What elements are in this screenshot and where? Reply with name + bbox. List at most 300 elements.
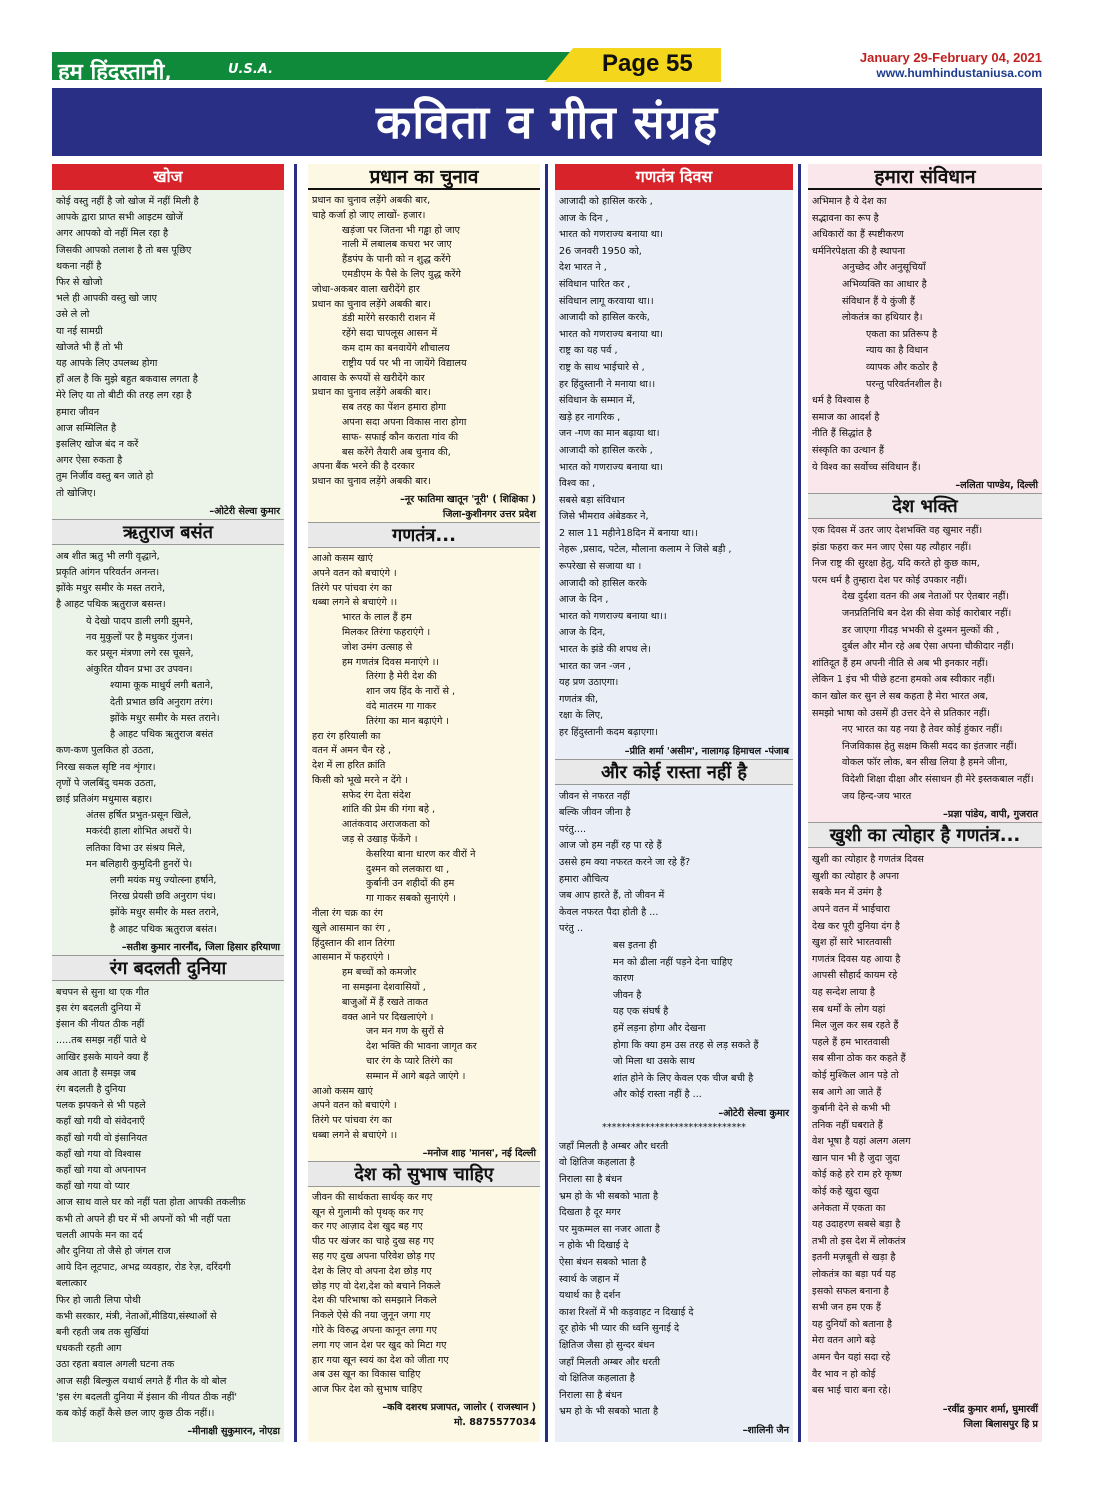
- poem-line: लगी मयंक मधु ज्योत्स्ना हर्षाने,: [110, 874, 217, 886]
- poem-line: भारत को गणराज्य बनाया था।।: [559, 610, 667, 622]
- poem-title-chunav: प्रधान का चुनाव: [308, 164, 540, 190]
- poem-line: हर हिंदुस्तानी ने मनाया था।।: [559, 378, 656, 390]
- poem-line: हैंडपंप के पानी को न शुद्ध करेंगे: [342, 254, 451, 266]
- separator-stars: ******************************: [602, 1121, 746, 1133]
- poem-line: अनेकता में एकता का: [812, 1202, 886, 1214]
- poem-line: रहेंगे सदा चापलूस आसन में: [342, 328, 438, 340]
- poem-title-duniya: रंग बदलती दुनिया: [52, 955, 284, 981]
- poem-line: न होके भी दिखाई दे: [559, 1240, 629, 1252]
- poem-line: आओ कसम खाएं: [312, 1085, 373, 1097]
- poem-line: पहले हैं हम भारतवासी: [812, 1036, 890, 1048]
- poem-line: धधकती रहती आग: [56, 1343, 122, 1355]
- poem-line: कान खोल कर सुन ले सब कहता है मेरा भारत अब,: [812, 691, 989, 703]
- poem-line: सफेद रंग देता संदेश: [342, 789, 411, 801]
- poem-line: देख कर पूरी दुनिया दंग है: [812, 920, 900, 932]
- poem-line: यह एक संघर्ष है: [613, 1006, 669, 1018]
- poem-line: दुश्मन को ललकारा था ,: [366, 863, 450, 875]
- column-divider: [294, 164, 297, 1442]
- poem-line: हम बच्चों को कमजोर: [342, 967, 417, 979]
- poem-line: क्षितिज जैसा हो सुन्दर बंधन: [559, 1340, 655, 1351]
- poem-line: हमारा औचित्य: [559, 873, 609, 885]
- poem-line: मन को ढीला नहीं पड़ने देना चाहिए: [613, 956, 733, 968]
- poem-line: जिसकी आपको तलाश है तो बस पूछिए: [56, 244, 192, 256]
- section-title: कविता व गीत संग्रह: [375, 95, 719, 149]
- poem-line: जीवन की सार्थकता सार्थक् कर गए: [312, 1191, 433, 1203]
- poem-line: एमडीएम के पैसे के लिए युद्ध करेंगे: [342, 268, 461, 280]
- poem-line: इसको सफल बनाना है: [812, 1285, 889, 1297]
- poem-line: जड़ से उखाड़ फेंकेंगे ।: [342, 834, 418, 846]
- poem-line: कोई कहे खुदा खुदा: [812, 1186, 880, 1198]
- poem-line: कारण: [613, 973, 634, 985]
- poem-line: देश की परिभाषा को समझाने निकले: [312, 1295, 437, 1307]
- poem-title-khushi: खुशी का त्योहार है गणतंत्र...: [808, 822, 1042, 848]
- poem-line: प्रकृति आंगन परिवर्तन अनन्त।: [56, 567, 160, 579]
- poem-line: हर हिंदुस्तानी कदम बढ़ाएगा।: [559, 727, 658, 738]
- poem-deshbhakti: [808, 519, 1042, 807]
- poem-line: मिल जुल कर सब रहते हैं: [812, 1020, 899, 1032]
- poem-line: आये दिन लूटपाट, अभद्र व्यवहार, रोड रेज़, दरिंदगी: [56, 1262, 231, 1274]
- poem-line: पीठ पर खंजर का चाहे दुख सह गए: [312, 1236, 434, 1248]
- poem-kshitij: [555, 1135, 793, 1423]
- section-banner: [52, 88, 1042, 156]
- poem-line: केसरिया बाना धारण कर वीरों ने: [366, 848, 476, 860]
- poem-line: जहाँ मिलती अम्बर और धरती: [559, 1356, 660, 1368]
- column-1: [52, 164, 284, 1442]
- poem-gantantra: [308, 548, 540, 1146]
- poem-line: प्रधान का चुनाव लड़ेंगे अबकी बार।: [312, 387, 431, 399]
- poem-line: कभी तो अपने ही घर में भी अपनों को भी नहीं पता: [56, 1213, 231, 1225]
- poem-line: होगा कि क्या हम उस तरह से लड़ सकते हैं: [613, 1039, 759, 1051]
- poem-line: समझो भाषा को उसमें ही उत्तर देने से प्रतिकार नहीं।: [812, 707, 991, 719]
- poem-line: वतन में अमन चैन रहे ,: [312, 745, 391, 757]
- column-divider: [798, 164, 801, 1442]
- poem-line: यथार्थ का है दर्शन: [559, 1290, 621, 1302]
- poem-line: कोई मुश्किल आन पड़े तो: [812, 1069, 899, 1081]
- poem-line: डर जाएगा गीदड़ भभकी से दुश्मन मुल्कों की ,: [842, 624, 1000, 636]
- poem-line: और दुनिया तो जैसे हो जंगल राज: [56, 1245, 171, 1257]
- poem-line: झोंके मधुर समीर के मस्त तराने,: [56, 583, 166, 595]
- page-number: Page 55: [602, 50, 693, 77]
- poem-line: निज राष्ट्र की सुरक्षा हेतु, यदि करते हो कुछ काम,: [812, 558, 980, 570]
- poem-author: –ओटेरी सेल्वा कुमार: [718, 1107, 789, 1119]
- poem-line: 'इस रंग बदलती दुनिया में इंसान की नीयत ठीक नहीं': [56, 1391, 237, 1403]
- poem-title-gantantra-diwas: गणतंत्र दिवस: [555, 164, 793, 190]
- poem-line: चलती आपके मन का दर्द: [56, 1229, 143, 1241]
- poem-line: मिलकर तिरंगा फहराएंगे ।: [342, 626, 431, 638]
- poem-line: अपना सदा अपना विकास नारा होगा: [342, 416, 467, 428]
- poem-line: वंदे मातरम गा गाकर: [366, 700, 436, 712]
- poem-line: वोकल फॉर लोक, बन सीख लिया है हमने जीना,: [842, 757, 1008, 769]
- poem-line: खड़े हर नागरिक ,: [559, 411, 621, 423]
- poem-line: डंडी मारेंगे सरकारी राशन में: [342, 313, 436, 325]
- poem-line: शान जय हिंद के नारों से ,: [366, 686, 456, 698]
- newspaper-name: हम हिंदुस्तानी,: [58, 59, 172, 85]
- column-3: [555, 164, 793, 1442]
- poem-line: वक्त आने पर दिखलाएंगे ।: [342, 1011, 434, 1023]
- poem-line: तिरंगे पर पांचवा रंग का: [312, 582, 392, 594]
- poem-line: धर्म है विश्वास है: [812, 395, 870, 407]
- poem-line: दिखता है दूर मगर: [559, 1207, 621, 1219]
- poem-line: अंतस हर्षित प्रभुत-प्रसून खिले,: [86, 810, 192, 822]
- poem-line: प्रधान का चुनाव लड़ेंगे अबकी बार।: [312, 476, 431, 488]
- poem-author: –मनोज शाह 'मानस', नई दिल्ली: [422, 1147, 536, 1159]
- poem-line: रूपरेखा से सजाया था ।: [559, 561, 642, 573]
- poem-line: हाँ अल है कि मुझे बहुत बकवास लगता है: [56, 374, 198, 386]
- poem-line: लतिका विभा उर संश्रय मिले,: [86, 842, 186, 854]
- poem-line: नेहरू ,प्रसाद, पटेल, मौलाना कलाम ने जिसे बड़ी ,: [559, 544, 732, 556]
- poem-line: जन -गण का मान बढ़ाया था।: [559, 428, 660, 440]
- poem-line: छाई प्रतिअंग मधुमास बहार।: [56, 793, 153, 805]
- poem-line: लोकतंत्र का बड़ा पर्व यह: [812, 1269, 896, 1281]
- poem-line: 26 जनवरी 1950 को,: [559, 245, 642, 257]
- poem-line: भारत को गणराज्य बनाया था।: [559, 229, 664, 241]
- poem-line: धर्मनिरपेक्षता की है स्थापना: [812, 245, 906, 257]
- poem-line: हिंदुस्तान की शान तिरंगा: [312, 937, 395, 949]
- poem-line: खुशी का त्योहार है गणतंत्र दिवस: [812, 854, 924, 866]
- poem-line: है आहट पथिक ऋतुराज बसंत: [110, 729, 214, 741]
- poem-line: यह उदाहरण सबसे बड़ा है: [812, 1219, 901, 1231]
- poem-line: सम्मान में आगे बढ़ते जाएंगे ।: [366, 1070, 466, 1082]
- poem-line: खून से गुलामी को पृथक् कर गए: [312, 1206, 424, 1218]
- poem-line: जब आप हारते हैं, तो जीवन में: [559, 890, 665, 902]
- poem-line: गा गाकर सबको सुनाएंगे ।: [366, 893, 456, 905]
- poem-line: हम गणतंत्र दिवस मनाएंगे ।।: [342, 656, 440, 668]
- masthead-bar: [52, 52, 612, 85]
- poem-author: –सतीश कुमार नारनौंद, जिला हिसार हरियाणा: [121, 941, 280, 953]
- poem-line: जीवन है: [613, 989, 642, 1001]
- poem-line: जीवन से नफरत नहीं: [559, 790, 630, 802]
- poem-line: इंसान की नीयत ठीक नहीं: [56, 1019, 145, 1031]
- poem-line: अनुच्छेद और अनुसूचियाँ: [842, 262, 926, 274]
- poem-line: निरख प्रेयसी छवि अनुराग पंथ।: [110, 891, 216, 903]
- poem-line: गणतंत्र की,: [559, 693, 599, 705]
- poem-line: आज सही बिल्कुल यथार्थ लगते हैं गीत के वो बोल: [56, 1375, 227, 1387]
- column-divider: [545, 164, 548, 1442]
- poem-line: जन मन गण के सुरों से: [366, 1026, 444, 1038]
- poem-line: जिसे भीमराव अंबेडकर ने,: [559, 511, 649, 523]
- poem-line: जो मिला था उसके साथ: [613, 1056, 695, 1068]
- poem-line: यह आपके लिए उपलब्ध होगा: [56, 358, 158, 370]
- poem-line: इसलिए खोज बंद न करें: [56, 439, 139, 451]
- poem-line: रक्षा के लिए,: [559, 710, 604, 722]
- poem-duniya: [52, 981, 284, 1424]
- poem-line: वेश भूषा है यहां अलग अलग: [812, 1136, 911, 1148]
- poem-line: छोड़ गए वो देश,देश को बचाने निकले: [312, 1280, 441, 1292]
- poem-line: किसी को भूखे मरने न देंगे ।: [312, 774, 409, 786]
- poem-line: बनी रहती जब तक सुर्खियां: [56, 1327, 149, 1338]
- poem-author: –ललिता पाण्डेय, दिल्ली: [955, 480, 1038, 492]
- poem-author-phone: मो. 8875577034: [454, 1416, 536, 1428]
- poem-line: हमें लड़ना होगा और देखना: [613, 1022, 706, 1034]
- poem-line: कोई वस्तु नहीं है जो खोज में नहीं मिली है: [56, 196, 199, 207]
- poem-line: सद्भावना का रूप है: [812, 212, 879, 224]
- poem-line: रंग बदलती है दुनिया: [56, 1083, 126, 1095]
- poem-title-basant: ऋतुराज बसंत: [52, 519, 284, 545]
- column-2: [308, 164, 540, 1442]
- poem-line: फिर हो जाती लिपा पोथी: [56, 1294, 141, 1306]
- poem-line: आजादी को हासिल करके ,: [559, 444, 653, 456]
- poem-line: भारत को गणराज्य बनाया था।: [559, 328, 664, 340]
- poem-line: देती प्रभात छवि अनुराग तरंग।: [110, 696, 213, 708]
- poem-line: मकरंदी हाला शोभित अधरों पे।: [86, 826, 192, 838]
- poem-line: परंतु....: [559, 823, 587, 835]
- poem-line: चाहे कर्जा हो जाए लाखों- हजार।: [312, 209, 426, 221]
- poem-line: सह गए दुख अपना परिवेश छोड़ गए: [312, 1251, 435, 1262]
- poem-line: भारत को गणराज्य बनाया था।: [559, 461, 664, 473]
- poem-line: संविधान लागू करवाया था।।: [559, 295, 654, 307]
- website-link[interactable]: www.humhindustaniusa.com: [876, 66, 1042, 80]
- poem-line: इतनी मज़बूती से खड़ा है: [812, 1252, 896, 1264]
- poem-line: निजविकास हेतु सक्षम किसी मदद का इंतजार नहीं।: [842, 740, 1017, 752]
- poem-line: प्रधान का चुनाव लड़ेंगे अबकी बार।: [312, 298, 431, 310]
- poem-line: कहाँ खो गयी वो संवेदनाएँ: [56, 1116, 145, 1128]
- poem-line: है आहट पथिक ऋतुराज बसंत।: [110, 923, 217, 935]
- poem-line: अपने वतन को बचाएंगे ।: [312, 567, 397, 579]
- poem-author: –प्रीति शर्मा 'असीम', नालागढ़ हिमाचल -पंजाब: [624, 745, 789, 757]
- poem-basant: [52, 545, 284, 940]
- poem-line: ना समझना देशवासियों ,: [342, 982, 426, 994]
- poem-author-place: जिला-कुशीनगर उत्तर प्रदेश: [442, 508, 536, 520]
- poem-line: पर मुकम्मल सा नजर आता है: [559, 1223, 661, 1235]
- poem-line: दुर्बल और मौन रहे अब ऐसा अपना चौकीदार नहीं।: [842, 641, 1014, 653]
- poem-samvidhan: [808, 190, 1042, 478]
- poem-line: कण-कण पुलकित हो उठता,: [56, 745, 154, 757]
- poem-line: खुशी का त्योहार है अपना: [812, 870, 899, 882]
- poem-line: निरख सकल सृष्टि नव शृंगार।: [56, 761, 156, 773]
- poem-line: है आहट पथिक ऋतुराज बसन्त।: [56, 599, 166, 611]
- poem-line: मेरा वतन आगे बढ़े: [812, 1335, 876, 1347]
- poem-line: लेकिन 1 इंच भी पीछे हटना हमको अब स्वीकार नहीं।: [812, 674, 996, 686]
- poem-line: कभी सरकार, मंत्री, नेताओं,मीडिया,संस्थाओं से: [56, 1310, 217, 1322]
- poem-author: –शालिनी जैन: [742, 1424, 789, 1436]
- poem-line: श्यामा कूक माधुर्य लगी बताने,: [110, 680, 214, 692]
- poem-line: निराला सा है बंधन: [559, 1174, 623, 1186]
- poem-author: –रवींद्र कुमार शर्मा, घुमारवीं: [942, 1403, 1038, 1415]
- poem-line: अपने वतन को बचाएंगे ।: [312, 1100, 397, 1112]
- poem-line: कहाँ खो गया वो विश्वास: [56, 1148, 141, 1160]
- poem-khushi: [808, 848, 1042, 1402]
- poem-line: सबसे बड़ा संविधान: [559, 494, 625, 506]
- poem-line: खुले आसमान का रंग ,: [312, 922, 391, 934]
- poem-line: संविधान पारित कर ,: [559, 278, 631, 290]
- poem-line: भ्रम हो के भी सबको भाता है: [559, 1406, 659, 1418]
- poem-line: आखिर इसके मायने क्या हैं: [56, 1051, 149, 1063]
- poem-line: संस्कृति का उत्थान हैं: [812, 444, 884, 456]
- poem-line: कोई कहे हरे राम हरे कृष्ण: [812, 1169, 902, 1181]
- poem-line: कुर्बानी उन शहीदों की हम: [366, 878, 455, 890]
- poem-line: सब सीना ठोक कर कहते हैं: [812, 1053, 906, 1065]
- poem-line: जोधा-अकबर वाला खरीदेंगे हार: [312, 283, 420, 295]
- poem-line: जहाँ मिलती है अम्बर और धरती: [559, 1140, 669, 1152]
- poem-line: यह दुनियाँ को बताना है: [812, 1318, 892, 1330]
- poem-author-place: जिला बिलासपुर हि प्र: [963, 1418, 1038, 1430]
- poem-line: आजादी को हासिल करके ,: [559, 196, 653, 207]
- poem-line: उठा रहता बवाल अगली घटना तक: [56, 1359, 175, 1371]
- poem-line: यह प्रण उठाएगा।: [559, 677, 619, 689]
- poem-line: समाज का आदर्श है: [812, 411, 880, 423]
- poem-line: कम दाम का बनवायेंगे शौचालय: [342, 342, 450, 354]
- poem-line: बचपन से सुना था एक गीत: [56, 986, 150, 998]
- poem-line: कब कोई कहाँ कैसे छल जाए कुछ ठीक नहीं।।: [56, 1408, 215, 1420]
- poem-line: अभिमान है ये देश का: [812, 196, 887, 207]
- poem-line: 2 साल 11 महीने18दिन में बनाया था।।: [559, 527, 698, 539]
- poem-title-deshbhakti: देश भक्ति: [808, 493, 1042, 519]
- poem-line: धब्बा लगने से बचाएंगे ।।: [312, 1130, 398, 1142]
- poem-chunav: [308, 190, 540, 492]
- poem-line: तनिक नहीं घबराते हैं: [812, 1119, 883, 1131]
- poem-line: या नई सामग्री: [56, 325, 103, 337]
- poem-line: नीला रंग चक्र का रंग: [312, 908, 383, 920]
- newspaper-usa: U.S.A.: [228, 62, 274, 77]
- poem-line: लोकतंत्र का हथियार है।: [842, 312, 923, 324]
- poem-line: नाली में लबालब कचरा भर जाए: [342, 239, 452, 251]
- poem-line: राष्ट्रीय पर्व पर भी ना जायेंगे विद्यालय: [342, 357, 467, 369]
- poem-line: विदेशी शिक्षा दीक्षा और संसाधन ही मेरे इस्तकबाल नहीं।: [842, 774, 1034, 785]
- poem-line: स्वार्थ के जहान में: [559, 1273, 619, 1285]
- poem-line: न्याय का है विधान: [866, 345, 929, 357]
- poem-line: तिरंगा है मेरी देश की: [366, 671, 437, 683]
- poem-line: एकता का प्रतिरूप है: [866, 328, 938, 340]
- poem-line: अब शीत ऋतु भी लगी वृद्धाने,: [56, 550, 160, 562]
- poem-line: जनप्रतिनिधि बन देश की सेवा कोई कारोबार नहीं।: [842, 608, 1012, 620]
- poem-line: आज साथ वाले घर को नहीं पता होता आपकी तकलीफ़: [56, 1197, 246, 1209]
- poem-line: भारत के लाल हैं हम: [342, 612, 412, 624]
- poem-line: भारत का जन -जन ,: [559, 660, 632, 672]
- poem-author: –मीनाक्षी सुकुमारन, नोएडा: [187, 1426, 280, 1438]
- poem-line: आज के दिन ,: [559, 212, 609, 224]
- poem-line: सब आगे आ जाते हैं: [812, 1086, 882, 1098]
- poem-author: –प्रज्ञा पांडेय, वापी, गुजरात: [943, 809, 1038, 821]
- poem-line: राष्ट्र का यह पर्व ,: [559, 345, 618, 357]
- poem-line: शांतिदूत हैं हम अपनी नीति से अब भी इनकार नहीं।: [812, 657, 989, 669]
- poem-line: अगर आपको वो नहीं मिल रहा है: [56, 228, 169, 240]
- poem-line: यह सन्देश लाया है: [812, 986, 876, 998]
- poem-title-subhash: देश को सुभाष चाहिए: [308, 1161, 540, 1187]
- poem-line: वैर भाव न हो कोई: [812, 1368, 876, 1380]
- poem-line: आज फिर देश को सुभाष चाहिए: [312, 1384, 423, 1396]
- poem-line: हार गया खून स्वयं का देश को जीता गए: [312, 1354, 449, 1366]
- poem-line: भ्रम हो के भी सबको भाता है: [559, 1190, 659, 1202]
- poem-line: आपसी सौहार्द कायम रहे: [812, 970, 898, 982]
- poem-line: कुर्बानी देने से कभी भी: [812, 1103, 891, 1115]
- poem-line: भले ही आपकी वस्तु खो जाए: [56, 293, 157, 305]
- poem-line: कर गए आज़ाद देश खुद बह गए: [312, 1221, 423, 1233]
- poem-line: जोश उमंग उत्साह से: [342, 641, 413, 653]
- poem-line: व्यापक और कठोर है: [866, 361, 938, 373]
- poem-line: आपके द्वारा प्राप्त सभी आइटम खोजें: [56, 212, 183, 224]
- poem-line: अब उस खून का विकास चाहिए: [312, 1369, 421, 1381]
- poem-line: तिरंगा का मान बढ़ाएंगे ।: [366, 715, 450, 727]
- poem-author: –ओटेरी सेल्वा कुमार: [209, 505, 280, 517]
- poem-line: साफ- सफाई कौन कराता गांव की: [342, 431, 459, 443]
- poem-line: संविधान हैं ये कुंजी हैं: [842, 295, 915, 307]
- poem-line: हरा रंग हरियाली का: [312, 730, 381, 742]
- column-4: [808, 164, 1042, 1442]
- poem-line: आसमान में फहराएंगे ।: [312, 952, 390, 964]
- poem-line: .....तब समझ नहीं पाते थे: [56, 1035, 147, 1047]
- poem-line: एक दिवस में उतर जाए देशभक्ति वह खुमार नहीं।: [812, 525, 983, 537]
- poem-line: गोरे के विरुद्ध अपना कानून लगा गए: [312, 1324, 437, 1336]
- poem-title-samvidhan: हमारा संविधान: [808, 164, 1042, 190]
- poem-line: झंडा फहरा कर मन जाए ऐसा यह त्यौहार नहीं।: [812, 541, 972, 553]
- poem-title-rasta: और कोई रास्ता नहीं है: [555, 759, 793, 785]
- poem-line: शांत होने के लिए केवल एक चीज बची है: [613, 1072, 754, 1084]
- poem-line: अधिकारों का हैं स्पष्टीकरण: [812, 229, 904, 241]
- poem-line: तो खोजिए।: [56, 487, 96, 499]
- poem-line: पलक झपकने से भी पहले: [56, 1100, 146, 1112]
- poem-line: बस इतना ही: [613, 939, 657, 951]
- poem-line: सभी जन हम एक हैं: [812, 1302, 881, 1314]
- poem-line: ये देखो पादप डाली लगी झुमने,: [86, 615, 194, 627]
- poem-line: देश भक्ति की भावना जागृत कर: [366, 1041, 477, 1053]
- poem-line: काश रिश्तों में भी कड़वाहट न दिखाई दे: [559, 1306, 694, 1318]
- poem-line: अगर ऐसा रुकता है: [56, 455, 123, 467]
- poem-line: भारत के झंडे की शपथ ले।: [559, 644, 651, 656]
- poem-line: सबके मन में उमंग है: [812, 887, 882, 899]
- poem-line: अब आता है समझ जब: [56, 1067, 136, 1079]
- poem-line: कहाँ खो गया वो प्यार: [56, 1181, 130, 1193]
- poem-line: नीति हैं सिद्धांत है: [812, 428, 872, 440]
- poem-line: जय हिन्द-जय भारत: [842, 790, 912, 802]
- poem-line: कहाँ खो गयी वो इंसानियत: [56, 1132, 148, 1144]
- poem-line: अमन चैन यहां सदा रहे: [812, 1352, 891, 1363]
- poem-line: तुम निर्जीव वस्तु बन जाते हो: [56, 471, 154, 483]
- poem-line: उसे ले लो: [56, 309, 90, 321]
- poem-line: तिरंगे पर पांचवा रंग का: [312, 1115, 392, 1127]
- poem-line: वो क्षितिज कहलाता है: [559, 1157, 635, 1169]
- poem-line: विश्व का ,: [559, 478, 596, 490]
- poem-line: हमारा जीवन: [56, 406, 100, 418]
- poem-line: तभी तो इस देश में लोकतंत्र: [812, 1235, 906, 1247]
- poem-line: परंतु ..: [559, 923, 583, 935]
- poem-line: ऐसा बंधन सबको भाता है: [559, 1257, 647, 1269]
- poem-line: शांति की प्रेम की गंगा बहे ,: [342, 804, 436, 816]
- poem-khoj: [52, 190, 284, 504]
- poem-line: आवास के रूपयों से खरीदेंगे कार: [312, 372, 425, 384]
- poem-line: निकले ऐसे की नया जुनून जगा गए: [312, 1310, 431, 1322]
- poem-line: आजादी को हासिल करके: [559, 577, 647, 589]
- poem-line: चार रंग के प्यारे तिरंगे का: [366, 1056, 453, 1068]
- issue-date: January 29-February 04, 2021: [859, 50, 1042, 65]
- poem-line: थकना नहीं है: [56, 260, 102, 272]
- poem-line: प्रधान का चुनाव लड़ेंगे अबकी बार,: [312, 195, 431, 206]
- poem-line: गणतंत्र दिवस यह आया है: [812, 953, 901, 965]
- poem-line: खड़ंजा पर जितना भी गड्ढा हो जाए: [342, 224, 460, 236]
- poem-line: ये विश्व का सर्वोच्च संविधान हैं।: [812, 461, 921, 473]
- poem-line: झोंके मधुर समीर के मस्त तराने।: [110, 712, 220, 724]
- poem-line: अंकुरित यौवन प्रभा उर उपवन।: [86, 664, 193, 676]
- poem-line: परम धर्म है तुम्हारा देश पर कोई उपकार नहीं।: [812, 574, 968, 586]
- poem-line: आज सम्मिलित है: [56, 422, 117, 434]
- masthead: [52, 48, 1042, 84]
- poem-subhash: [308, 1187, 540, 1400]
- poem-line: तृणों पे जलबिंदु चमक उठता,: [56, 777, 157, 789]
- poem-line: देश भारत ने ,: [559, 262, 607, 274]
- poem-line: बाजुओं में हैं रखते ताकत: [342, 996, 428, 1008]
- poem-line: मन बलिहारी कुमुदिनी हुनरों पे।: [86, 858, 193, 870]
- poem-line: मेरे लिए या तो बीटी की तरह लग रहा है: [56, 390, 192, 402]
- poem-line: संविधान के सम्मान में,: [559, 395, 636, 407]
- poem-line: खुश हों सारे भारतवासी: [812, 937, 892, 949]
- poem-line: लगा गए जान देश पर खुद को मिटा गए: [312, 1339, 447, 1351]
- poem-author: –नूर फातिमा खातून 'नूरी' ( शिक्षिका ): [400, 493, 536, 505]
- poem-line: इस रंग बदलती दुनिया में: [56, 1002, 141, 1014]
- poem-rasta: [555, 785, 793, 1106]
- poem-gantantra-diwas: [555, 190, 793, 744]
- poem-line: खान पान भी है जुदा जुदा: [812, 1152, 900, 1164]
- poem-title-gantantra: गणतंत्र...: [308, 522, 540, 548]
- poem-line: अपने वतन में भाईचारा: [812, 903, 891, 915]
